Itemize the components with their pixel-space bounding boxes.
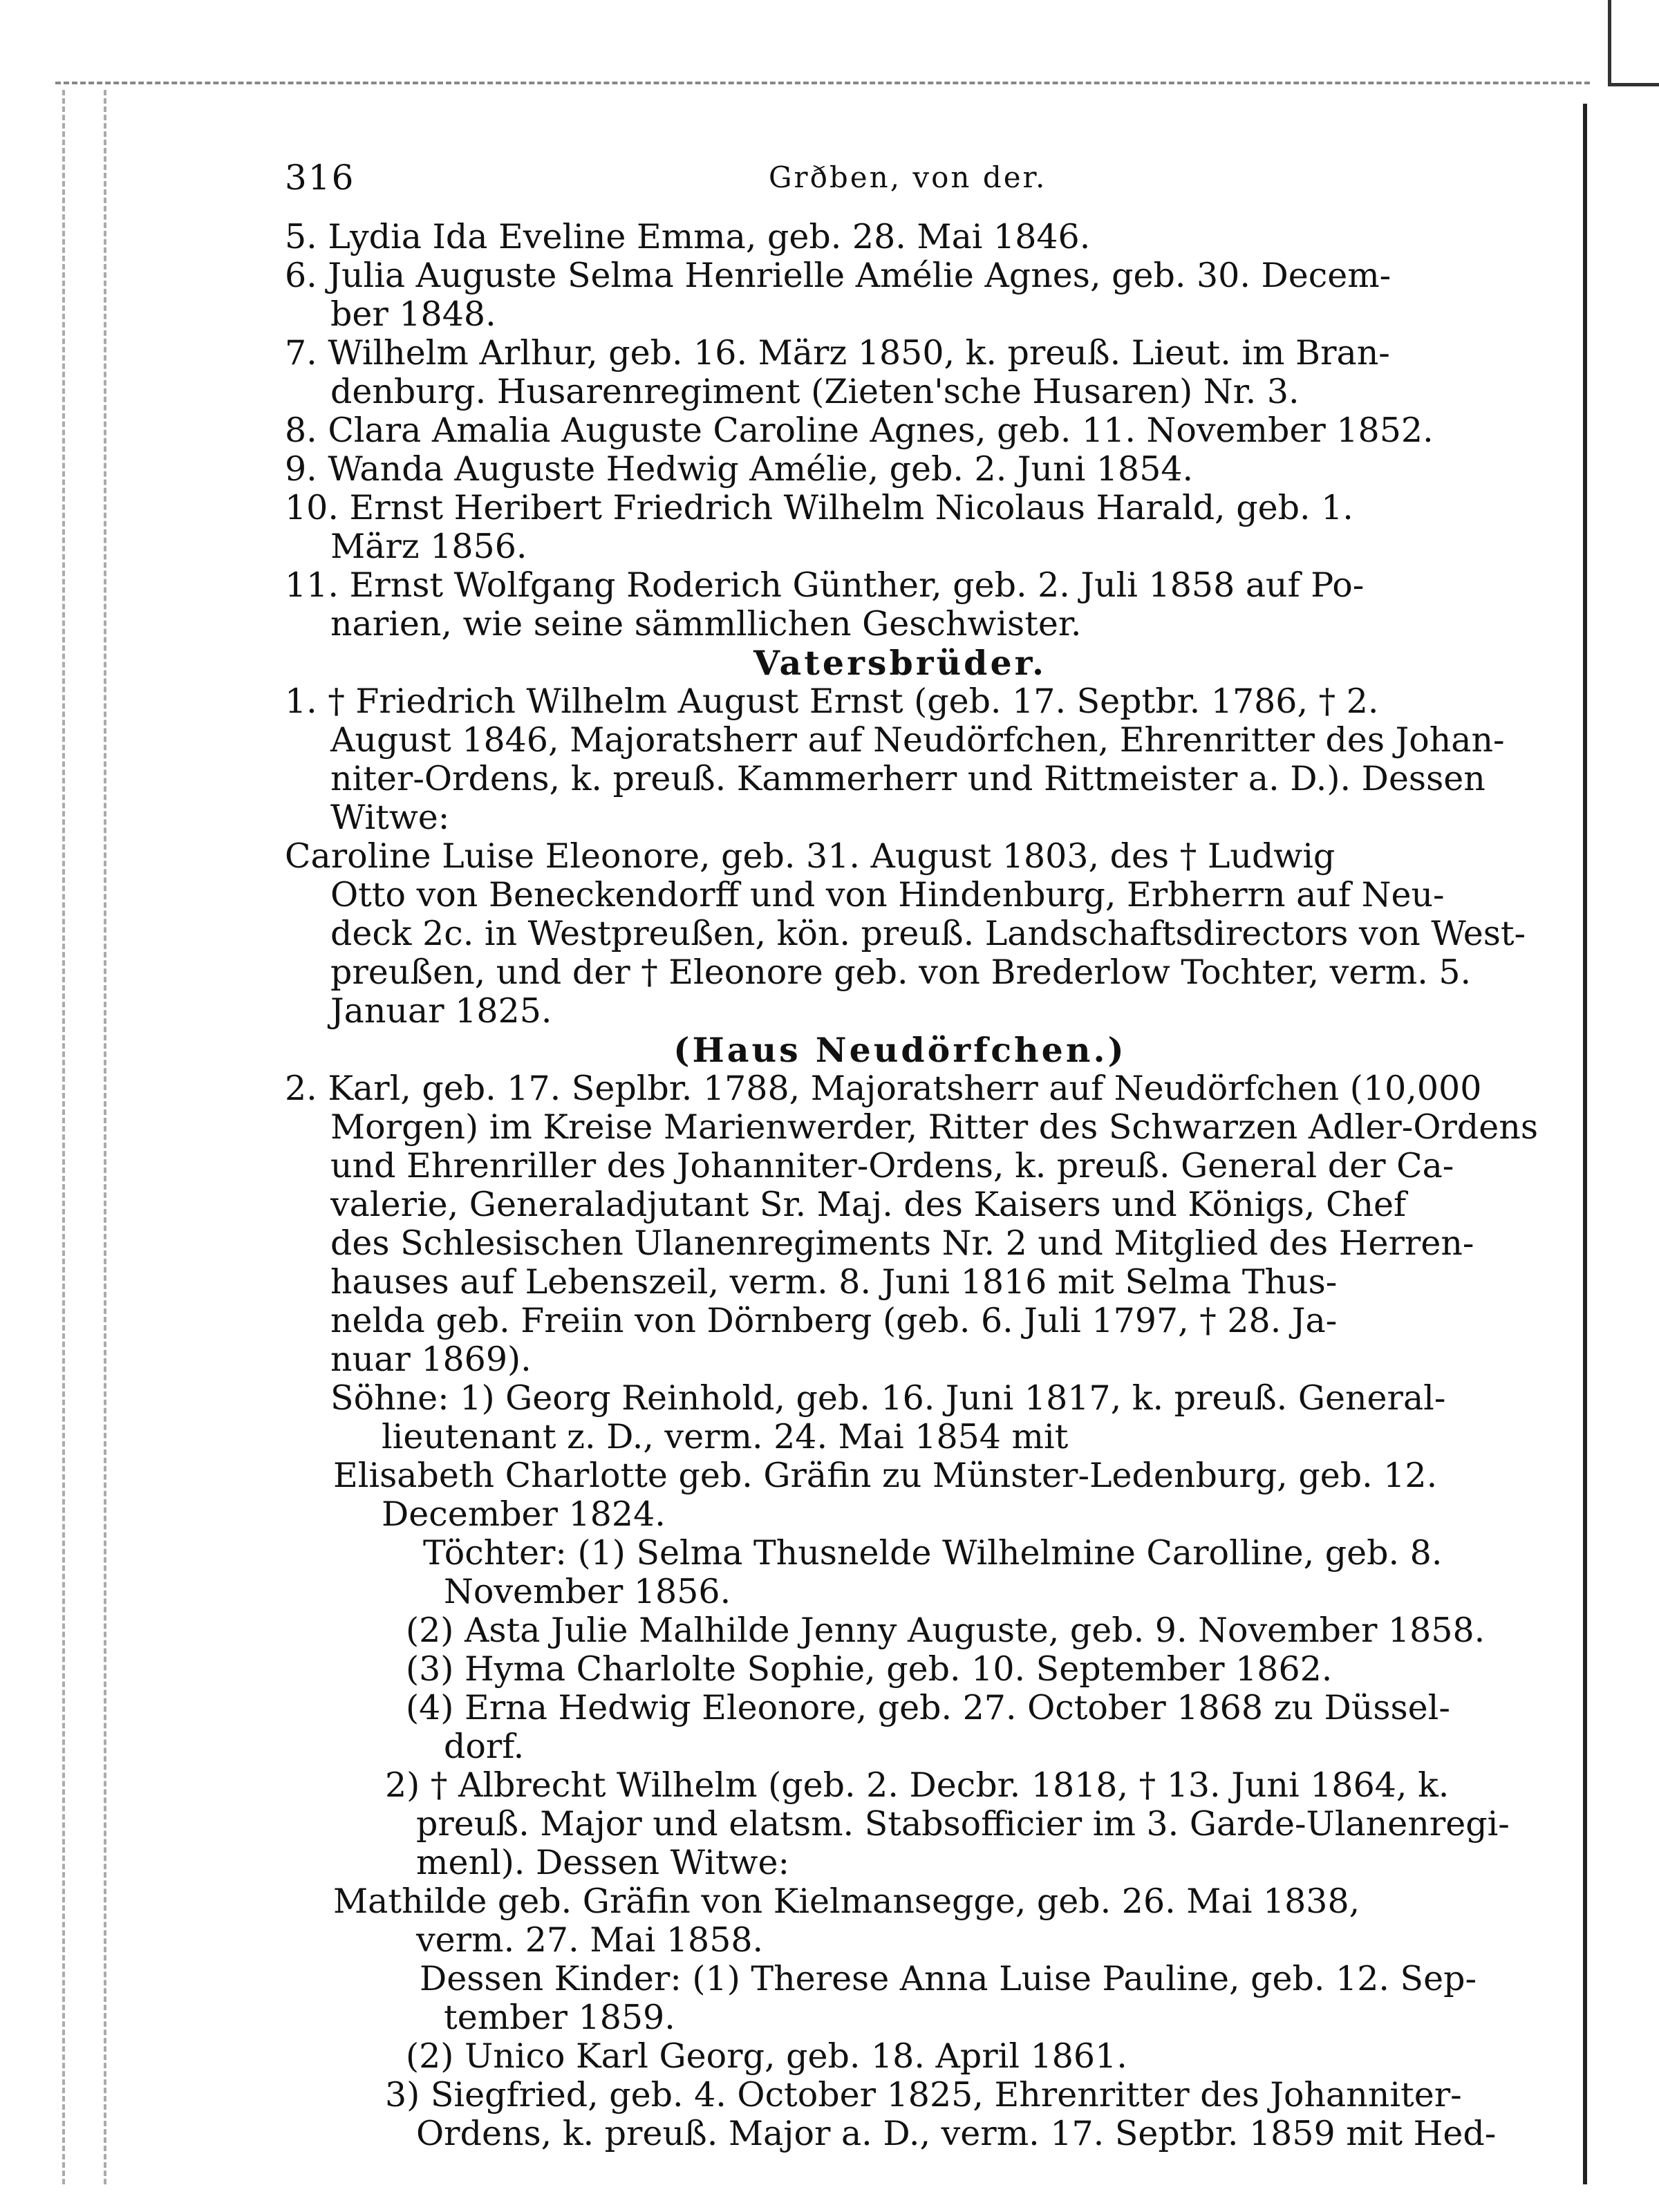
scan-right-edge — [1583, 104, 1587, 2184]
text-line: 9. Wanda Auguste Hedwig Amélie, geb. 2. Juni 1854. — [285, 449, 1194, 489]
text-line: Töchter: (1) Selma Thusnelde Wilhelmine Carolline, geb. 8. — [423, 1533, 1443, 1573]
text-line: hauses auf Lebenszeil, verm. 8. Juni 1816 mit Selma Thus- — [330, 1262, 1338, 1302]
text-line: deck 2c. in Westpreußen, kön. preuß. Landschaftsdirectors von West- — [330, 914, 1526, 953]
scan-left-edge-inner — [104, 90, 106, 2184]
text-line: des Schlesischen Ulanenregiments Nr. 2 und Mitglied des Herren- — [330, 1224, 1474, 1263]
text-line: 2) † Albrecht Wilhelm (geb. 2. Decbr. 1818, † 13. Juni 1864, k. — [385, 1765, 1450, 1805]
scan-edge-dashes — [55, 82, 1590, 84]
text-line: 11. Ernst Wolfgang Roderich Günther, geb. 2. Juli 1858 auf Po- — [285, 565, 1365, 605]
text-line: 1. † Friedrich Wilhelm August Ernst (geb. 17. Septbr. 1786, † 2. — [285, 682, 1379, 721]
text-line: (2) Unico Karl Georg, geb. 18. April 1861. — [406, 2036, 1127, 2076]
text-line: preuß. Major und elatsm. Stabsofficier im 3. Garde-Ulanenregi- — [416, 1804, 1510, 1844]
text-line: 6. Julia Auguste Selma Henrielle Amélie Agnes, geb. 30. Decem- — [285, 256, 1391, 295]
text-line: Mathilde geb. Gräfin von Kielmansegge, geb. 26. Mai 1838, — [333, 1882, 1360, 1921]
text-line: narien, wie seine sämmllichen Geschwister. — [330, 604, 1082, 644]
text-line: lieutenant z. D., verm. 24. Mai 1854 mit — [382, 1417, 1069, 1456]
text-line: März 1856. — [330, 527, 527, 566]
scan-corner-mark — [1608, 0, 1659, 86]
text-line: Morgen) im Kreise Marienwerder, Ritter des Schwarzen Adler-Ordens — [330, 1107, 1538, 1147]
text-line: Söhne: 1) Georg Reinhold, geb. 16. Juni 1817, k. preuß. General- — [330, 1378, 1446, 1418]
text-line: tember 1859. — [444, 1998, 675, 2037]
text-line: August 1846, Majoratsherr auf Neudörfchen, Ehrenritter des Johan- — [330, 720, 1505, 760]
text-line: Januar 1825. — [330, 991, 552, 1031]
text-line: 10. Ernst Heribert Friedrich Wilhelm Nicolaus Harald, geb. 1. — [285, 488, 1353, 527]
body-text — [285, 217, 1538, 2153]
text-line: Witwe: — [330, 798, 450, 837]
text-line: 3) Siegfried, geb. 4. October 1825, Ehrenritter des Johanniter- — [385, 2075, 1462, 2115]
text-line: und Ehrenriller des Johanniter-Ordens, k. preuß. General der Ca- — [330, 1146, 1454, 1185]
running-head: Grðben, von der. — [769, 160, 1047, 194]
text-line: denburg. Husarenregiment (Zieten'sche Husaren) Nr. 3. — [330, 372, 1300, 411]
text-line: ber 1848. — [330, 294, 496, 334]
text-line: 7. Wilhelm Arlhur, geb. 16. März 1850, k. preuß. Lieut. im Bran- — [285, 333, 1390, 373]
text-line: Otto von Beneckendorff und von Hindenburg, Erbherrn auf Neu- — [330, 875, 1445, 915]
text-line: Ordens, k. preuß. Major a. D., verm. 17. Septbr. 1859 mit Hed- — [416, 2114, 1497, 2153]
text-line: 2. Karl, geb. 17. Seplbr. 1788, Majoratsherr auf Neudörfchen (10,000 — [285, 1069, 1482, 1108]
text-line: 5. Lydia Ida Eveline Emma, geb. 28. Mai 1846. — [285, 217, 1091, 256]
page-number: 316 — [285, 158, 355, 198]
text-line: (2) Asta Julie Malhilde Jenny Auguste, geb. 9. November 1858. — [406, 1611, 1485, 1650]
page-header — [285, 158, 1494, 206]
text-line: (3) Hyma Charlolte Sophie, geb. 10. September 1862. — [406, 1649, 1333, 1689]
section-heading: Vatersbrüder. — [753, 643, 1047, 683]
text-line: December 1824. — [382, 1494, 666, 1534]
text-line: 8. Clara Amalia Auguste Caroline Agnes, geb. 11. November 1852. — [285, 411, 1434, 450]
text-line: valerie, Generaladjutant Sr. Maj. des Kaisers und Königs, Chef — [330, 1185, 1407, 1224]
section-heading: (Haus Neudörfchen.) — [673, 1030, 1127, 1070]
text-line: (4) Erna Hedwig Eleonore, geb. 27. October 1868 zu Düssel- — [406, 1688, 1450, 1727]
text-line: Dessen Kinder: (1) Therese Anna Luise Pauline, geb. 12. Sep- — [420, 1959, 1477, 1998]
text-line: preußen, und der † Eleonore geb. von Brederlow Tochter, verm. 5. — [330, 953, 1472, 992]
text-line: Elisabeth Charlotte geb. Gräfin zu Münster-Ledenburg, geb. 12. — [333, 1456, 1438, 1495]
text-line: niter-Ordens, k. preuß. Kammerherr und Rittmeister a. D.). Dessen — [330, 759, 1485, 798]
text-line: nelda geb. Freiin von Dörnberg (geb. 6. Juli 1797, † 28. Ja- — [330, 1301, 1338, 1340]
text-line: nuar 1869). — [330, 1340, 532, 1379]
scan-left-edge — [62, 90, 65, 2184]
text-line: dorf. — [444, 1727, 525, 1766]
text-line: menl). Dessen Witwe: — [416, 1843, 789, 1882]
text-line: verm. 27. Mai 1858. — [416, 1920, 764, 1960]
text-line: November 1856. — [444, 1572, 731, 1611]
text-line: Caroline Luise Eleonore, geb. 31. August 1803, des † Ludwig — [285, 836, 1335, 876]
